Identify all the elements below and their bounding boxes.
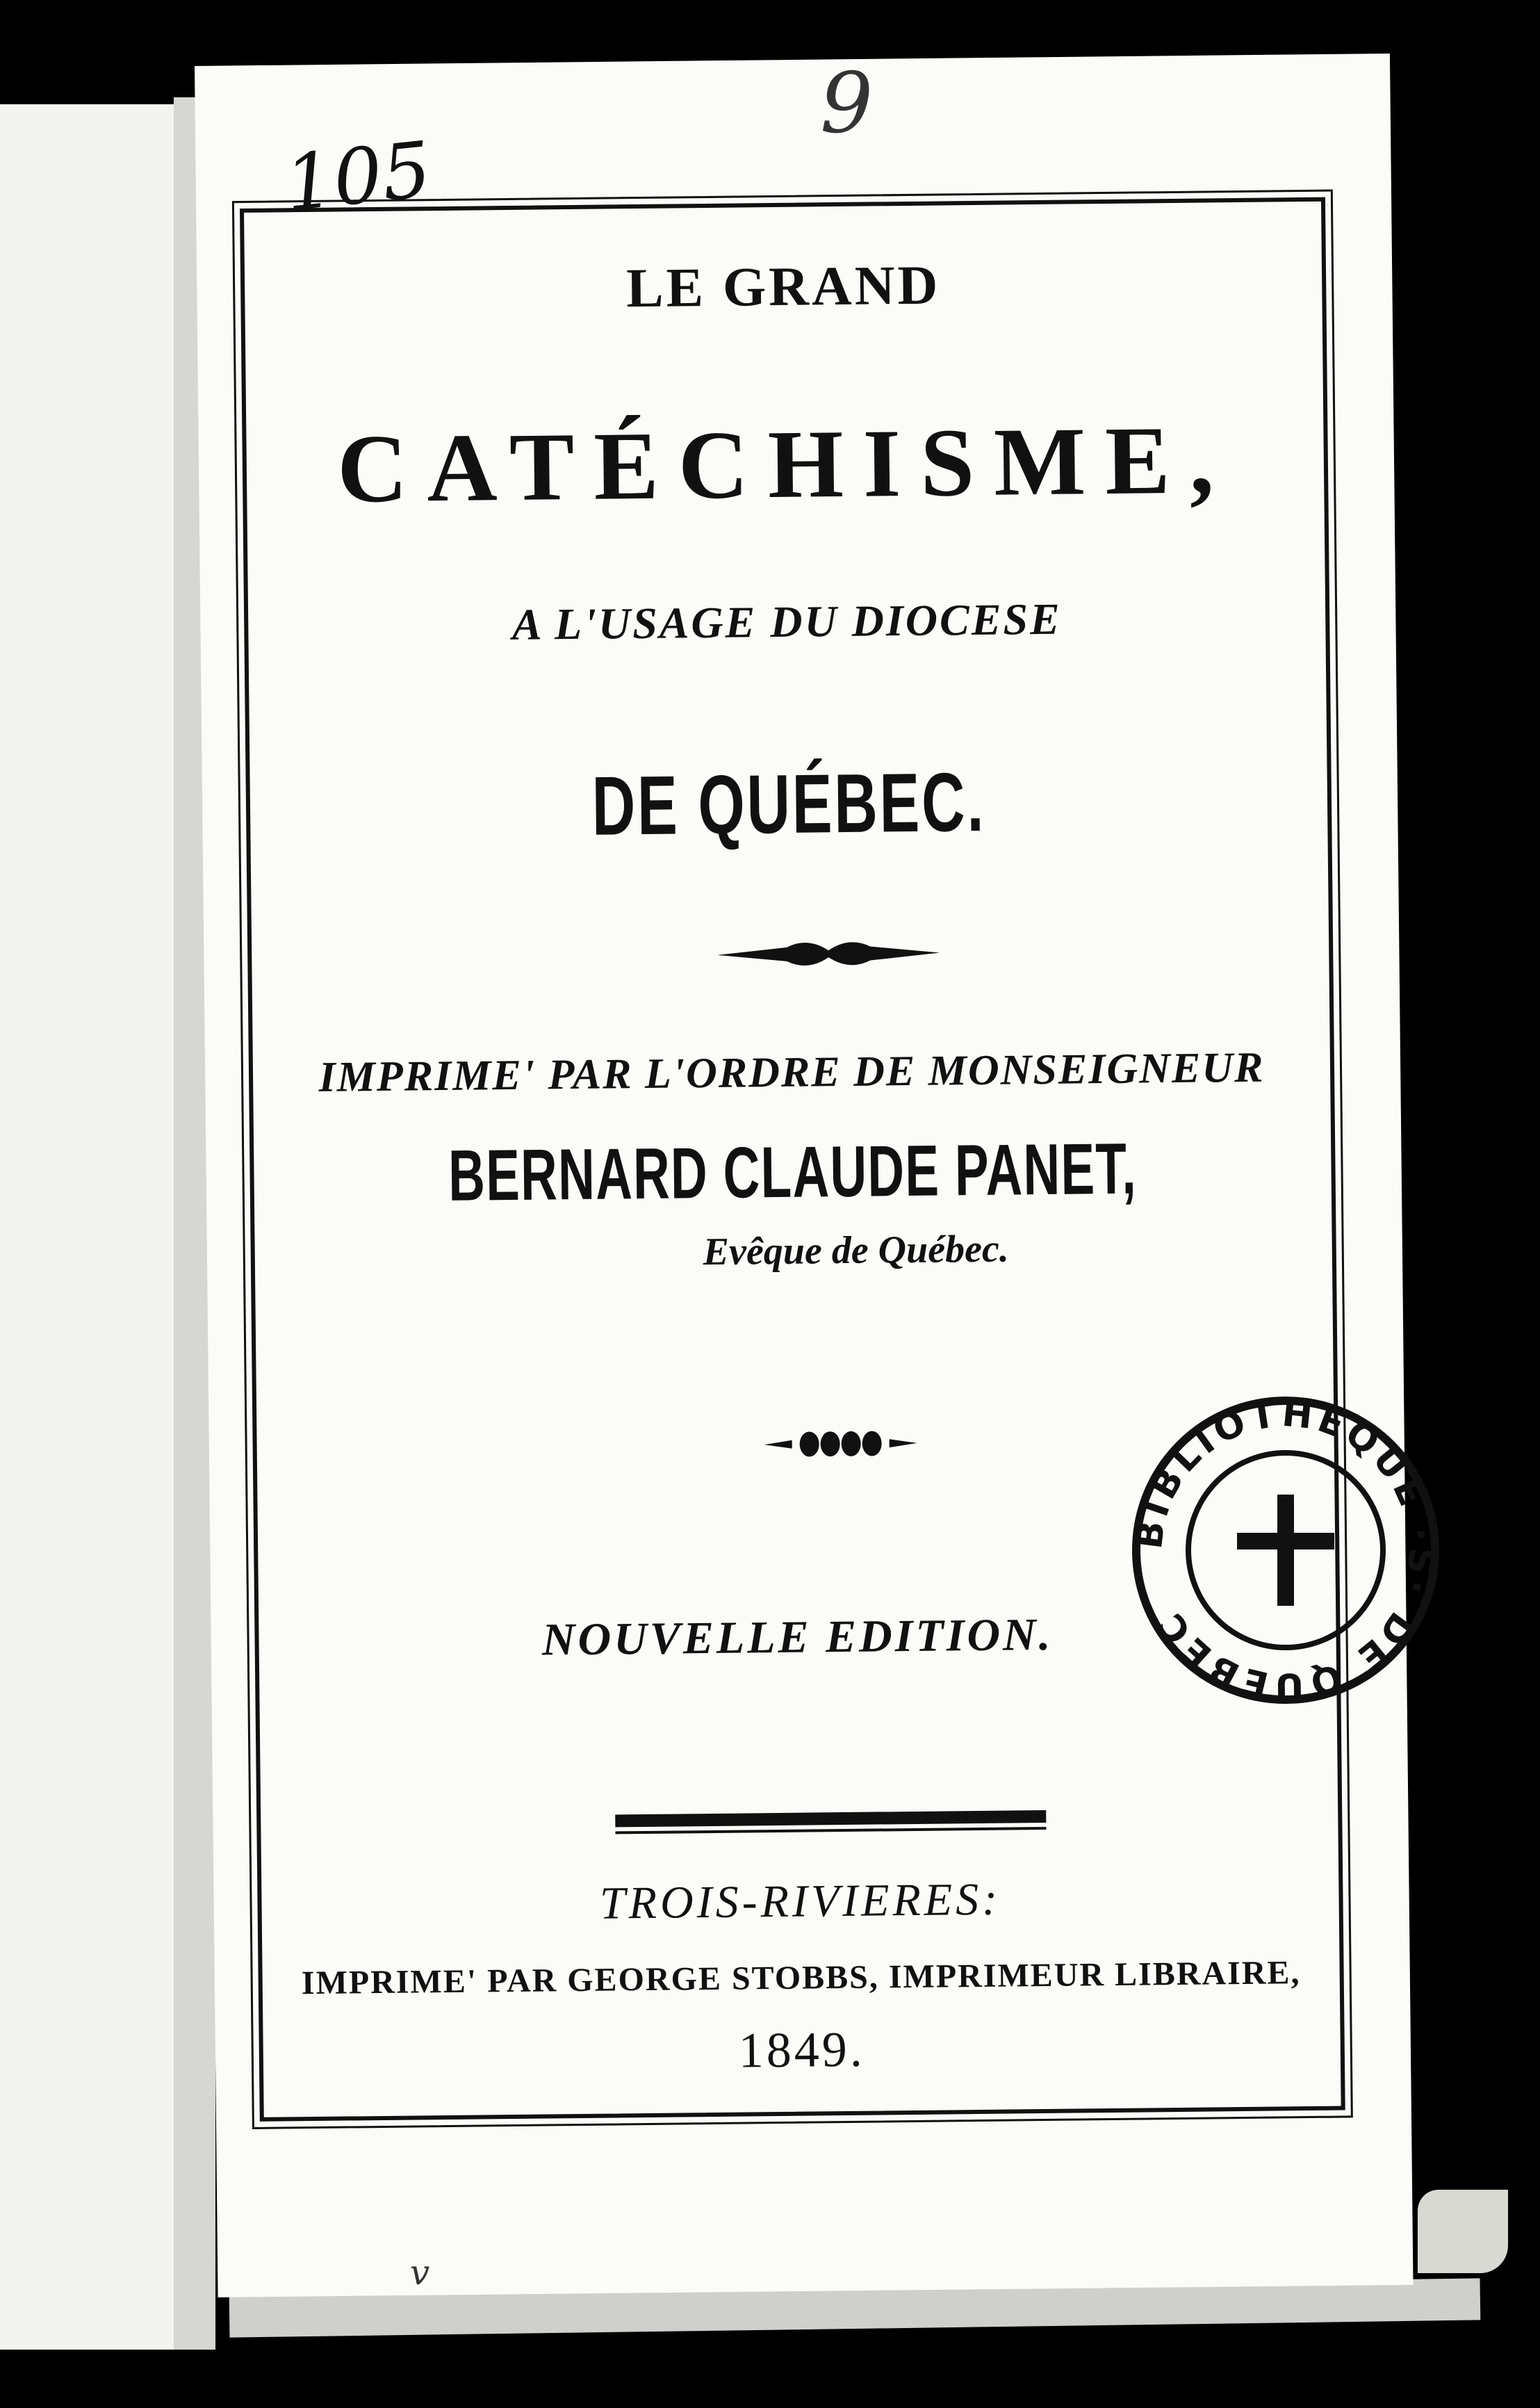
imprint-year: 1849. <box>738 2021 866 2078</box>
imprime-order-line: IMPRIME' PAR L'ORDRE DE MONSEIGNEUR <box>318 1043 1265 1101</box>
imprint-place: TROIS-RIVIERES: <box>599 1873 1001 1929</box>
handwritten-tick: v <box>410 2252 430 2293</box>
imprint-printer: IMPRIME' PAR GEORGE STOBBS, IMPRIMEUR LIBRAIRE, <box>301 1954 1301 2002</box>
stamp-ring-text: BIBLIOTHEQUE ·S· DE QUEBEC <box>1128 1392 1443 1707</box>
facing-page-edge <box>0 104 178 2350</box>
page-corner-curl <box>1418 2190 1508 2273</box>
title-frame <box>240 197 1345 2122</box>
bishop-name: BERNARD CLAUDE PANET, <box>448 1128 1138 1217</box>
ornament-divider-icon <box>717 929 940 979</box>
ornament-dots-icon <box>764 1422 917 1465</box>
handwritten-mark: 9 <box>820 56 874 152</box>
library-stamp-icon <box>1126 1390 1445 1710</box>
subtitle-le-grand: LE GRAND <box>625 254 941 320</box>
book-title: CATÉCHISME, <box>336 406 1234 523</box>
handwritten-shelf-number: 105 <box>280 124 436 229</box>
diocese-line: DE QUÉBEC. <box>591 755 986 853</box>
usage-line: A L'USAGE DU DIOCESE <box>511 594 1063 649</box>
bishop-title: Evêque de Québec. <box>703 1227 1010 1274</box>
edition-line: NOUVELLE EDITION. <box>541 1609 1054 1666</box>
double-rule <box>615 1810 1046 1834</box>
